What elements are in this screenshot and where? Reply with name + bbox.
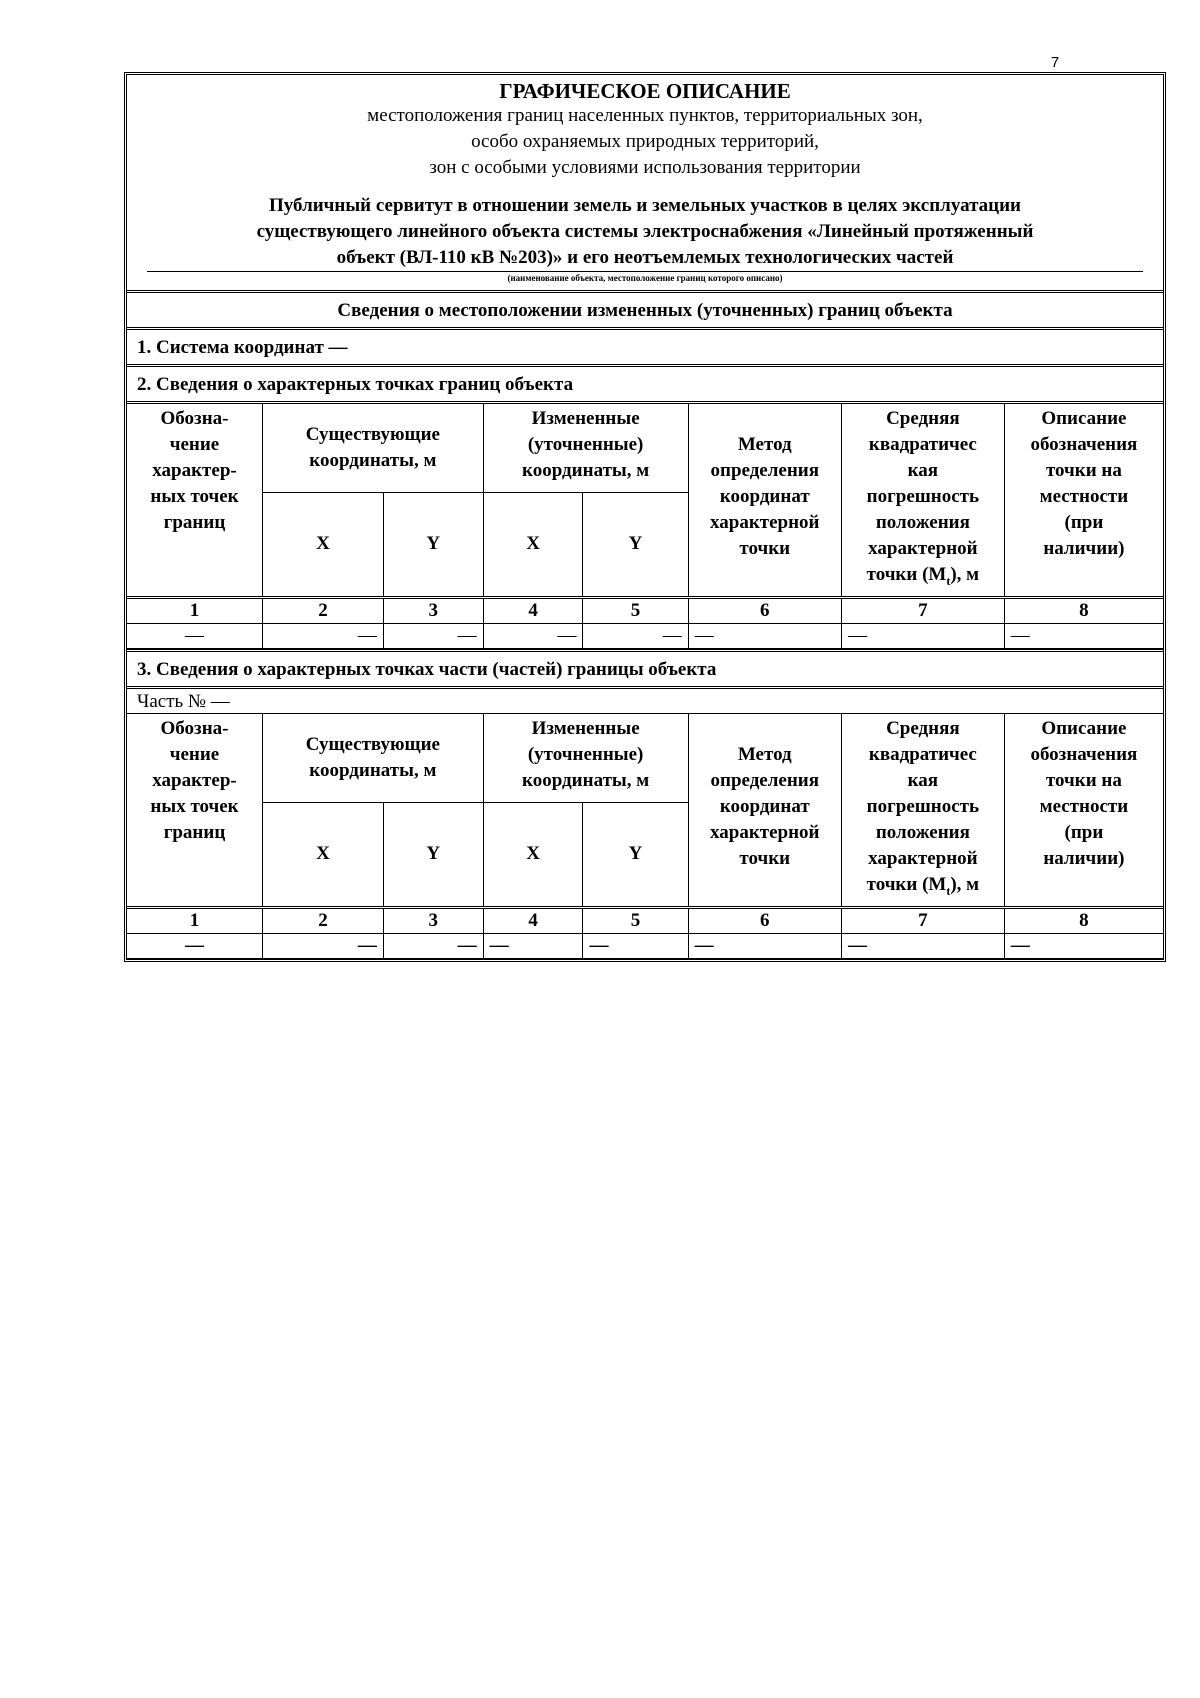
header-description: Описание обозначения точки на местности (при наличии) xyxy=(1004,404,1163,597)
section-title: Сведения о местоположении измененных (уточненных) границ объекта xyxy=(127,293,1163,330)
header-method: Метод определения координат характерной точки xyxy=(688,404,841,597)
subtitle-line: местоположения границ населенных пунктов, территориальных зон, xyxy=(367,105,923,126)
document-frame xyxy=(124,72,1166,962)
object-name xyxy=(147,193,1143,272)
column-numbers-row: 1 2 3 4 5 6 7 8 xyxy=(127,907,1163,933)
header-changed-coords: Измененные (уточненные) координаты, м xyxy=(483,714,688,802)
section-2 xyxy=(127,367,1163,652)
page-number: 7 xyxy=(1050,54,1060,71)
header-y: Y xyxy=(583,492,688,597)
table-row: — — — — — — — — xyxy=(127,623,1163,648)
header-y: Y xyxy=(583,802,688,907)
object-name-line: существующего линейного объекта системы электроснабжения «Линейный протяженный xyxy=(256,221,1034,242)
object-name-line: объект (ВЛ-110 кВ №203)» и его неотъемлемых технологических частей xyxy=(336,247,954,268)
object-name-line: Публичный сервитут в отношении земель и земельных участков в целях эксплуатации xyxy=(269,195,1021,216)
header-designation: Обозна- чение характер- ных точек границ xyxy=(127,714,263,907)
header-existing-coords: Существующие координаты, м xyxy=(263,714,484,802)
header-description: Описание обозначения точки на местности (при наличии) xyxy=(1004,714,1163,907)
header-x: X xyxy=(263,492,384,597)
document-header xyxy=(127,75,1163,293)
header-changed-coords: Измененные (уточненные) координаты, м xyxy=(483,404,688,492)
header-method: Метод определения координат характерной точки xyxy=(688,714,841,907)
header-error: Средняя квадратичес кая погрешность положения характерной точки $(M_t)$, м xyxy=(841,714,1004,907)
points-table-1 xyxy=(127,404,1163,649)
header-x: X xyxy=(263,802,384,907)
table-row: — — — — — — — — xyxy=(127,933,1163,958)
header-y: Y xyxy=(383,492,483,597)
column-numbers-row: 1 2 3 4 5 6 7 8 xyxy=(127,597,1163,623)
header-x: X xyxy=(483,492,583,597)
document-title: ГРАФИЧЕСКОЕ ОПИСАНИЕ xyxy=(499,79,791,103)
section-3-title: 3. Сведения о характерных точках части (частей) границы объекта xyxy=(127,652,1163,689)
header-y: Y xyxy=(383,802,483,907)
header-designation: Обозна- чение характер- ных точек границ xyxy=(127,404,263,597)
section-3 xyxy=(127,652,1163,959)
part-label: Часть № — xyxy=(127,689,1163,714)
header-existing-coords: Существующие координаты, м xyxy=(263,404,484,492)
coordinate-system: 1. Система координат — xyxy=(127,330,1163,367)
section-2-title: 2. Сведения о характерных точках границ объекта xyxy=(127,367,1163,404)
subtitle-line: зон с особыми условиями использования территории xyxy=(429,157,861,178)
subtitle-line: особо охраняемых природных территорий, xyxy=(471,131,819,152)
header-x: X xyxy=(483,802,583,907)
object-note: (наименование объекта, местоположение границ которого описано) xyxy=(507,273,783,283)
header-error: Средняя квадратичес кая погрешность положения характерной точки $(M_t)$, м xyxy=(841,404,1004,597)
points-table-2 xyxy=(127,714,1163,959)
